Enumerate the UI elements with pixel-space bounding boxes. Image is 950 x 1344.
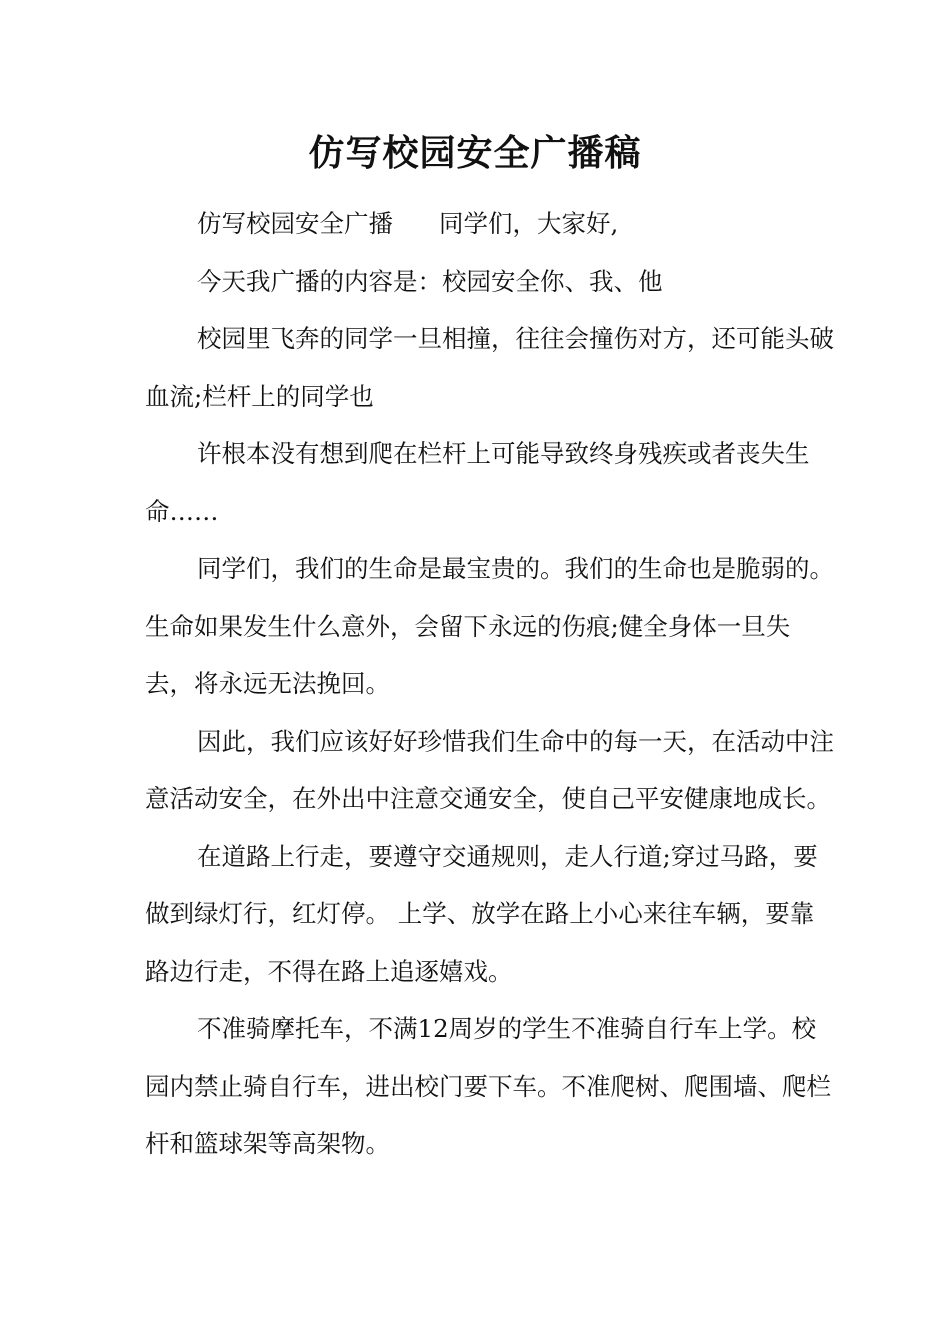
- paragraph: 因此，我们应该好好珍惜我们生命中的每一天，在活动中注意活动安全，在外出中注意交通安全，使自己平安健康地成长。: [145, 726, 834, 813]
- paragraph: 今天我广播的内容是：校园安全你、我、他: [197, 266, 663, 296]
- opening-heading: 仿写校园安全广播: [197, 209, 393, 238]
- opening-greeting: 同学们，大家好,: [439, 209, 619, 238]
- document-title: 仿写校园安全广播稿: [308, 132, 642, 174]
- paragraph: 同学们，我们的生命是最宝贵的。我们的生命也是脆弱的。生命如果发生什么意外，会留下永远的伤痕;健全身体一旦失去，将永远无法挽回。: [145, 554, 834, 698]
- paragraph: 不准骑摩托车，不满12周岁的学生不准骑自行车上学。校园内禁止骑自行车，进出校门要下车。不准爬树、爬围墙、爬栏杆和篮球架等高架物。: [145, 1014, 831, 1158]
- paragraph: 许根本没有想到爬在栏杆上可能导致终身残疾或者丧失生命……: [145, 439, 810, 526]
- opening-paragraph: [145, 195, 835, 253]
- paragraph: 校园里飞奔的同学一旦相撞，往往会撞伤对方，还可能头破血流;栏杆上的同学也: [145, 324, 834, 411]
- paragraph: 在道路上行走，要遵守交通规则，走人行道;穿过马路，要做到绿灯行，红灯停。 上学、放学在路上小心来往车辆，要靠路边行走，不得在路上追逐嬉戏。: [145, 841, 818, 986]
- document-body: [145, 195, 835, 1173]
